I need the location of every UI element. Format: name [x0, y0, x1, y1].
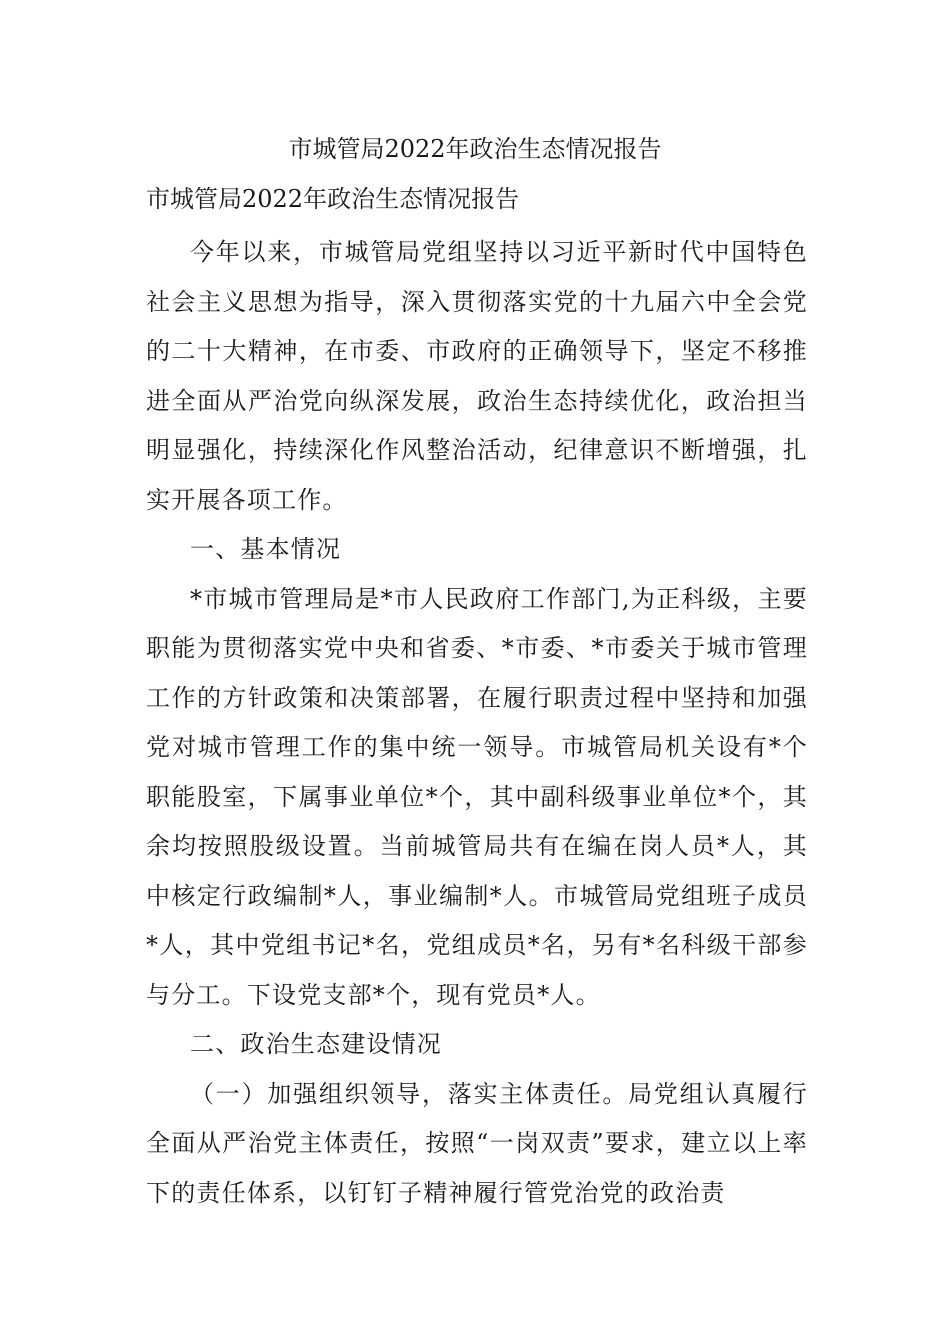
document-subtitle: 市城管局2022年政治生态情况报告	[146, 185, 520, 213]
document-title: 市城管局2022年政治生态情况报告	[288, 135, 662, 163]
section-heading-political-ecology: 二、政治生态建设情况	[190, 1030, 442, 1058]
section-heading-basic-situation: 一、基本情况	[190, 535, 342, 563]
basic-situation-paragraph: *市城市管理局是*市人民政府工作部门,为正科级，主要职能为贯彻落实党中央和省委、*市委、*市委关于城市管理工作的方针政策和决策部署，在履行职责过程中坚持和加强党对城市管理工作的集中统一领导。市城管局机关设有*个职能股室，下属事业单位*个，其中副科级事业单位*个，其余均按照股级设置。当前城管局共有在编在岗人员*人，其中核定行政编制*人，事业编制*人。市城管局党组班子成员*人，其中党组书记*名，党组成员*名，另有*名科级干部参与分工。下设党支部*个，现有党员*人。	[146, 584, 808, 1009]
organization-leadership-paragraph: （一）加强组织领导，落实主体责任。局党组认真履行全面从严治党主体责任，按照“一岗双责”要求，建立以上率下的责任体系，以钉钉子精神履行管党治党的政治责	[146, 1079, 808, 1207]
intro-paragraph: 今年以来，市城管局党组坚持以习近平新时代中国特色社会主义思想为指导，深入贯彻落实党的十九届六中全会党的二十大精神，在市委、市政府的正确领导下，坚定不移推进全面从严治党向纵深发展，政治生态持续优化，政治担当明显强化，持续深化作风整治活动，纪律意识不断增强，扎实开展各项工作。	[146, 238, 808, 514]
document-body	[146, 228, 808, 1218]
